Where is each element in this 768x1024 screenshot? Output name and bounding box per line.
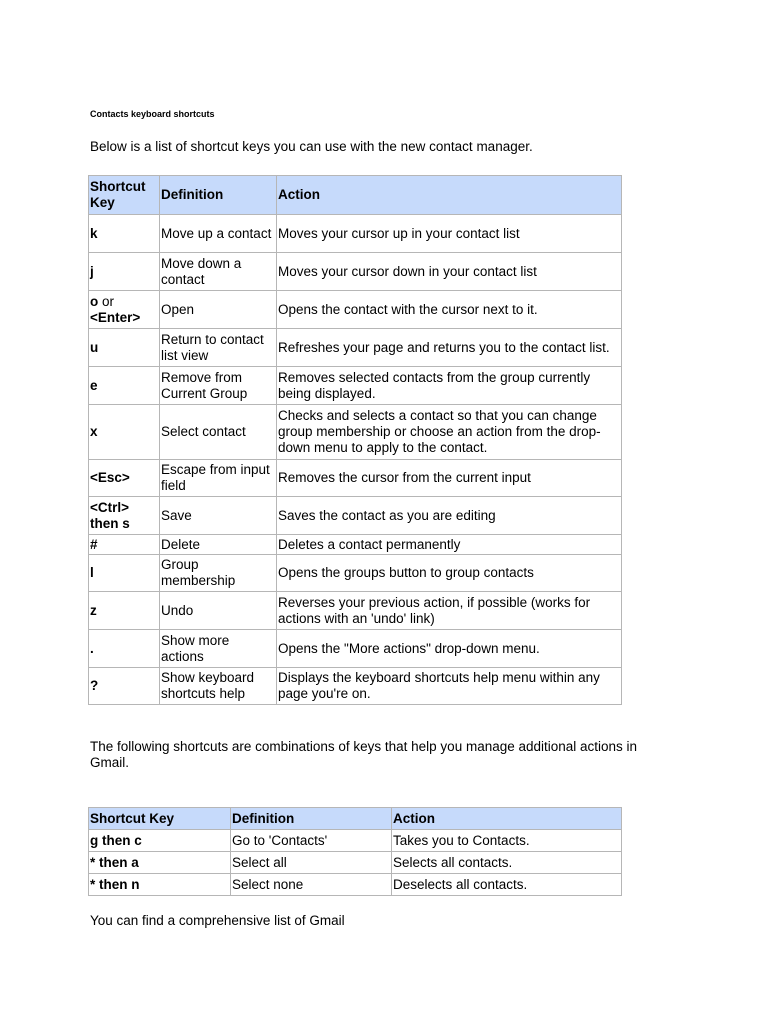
table-row (89, 555, 622, 592)
definition-cell: Select contact (160, 405, 277, 460)
table-row (89, 460, 622, 497)
action-cell: Reverses your previous action, if possible (works for actions with an 'undo' link) (277, 592, 622, 630)
shortcut-key-cell: u (89, 329, 160, 367)
definition-cell: Select all (231, 852, 392, 874)
definition-cell: Move up a contact (160, 215, 277, 253)
definition-cell: Show more actions (160, 630, 277, 668)
action-cell: Displays the keyboard shortcuts help menu within any page you're on. (277, 668, 622, 705)
table-row (89, 497, 622, 535)
definition-cell: Escape from input field (160, 460, 277, 497)
definition-cell: Move down a contact (160, 253, 277, 291)
table-header-row (89, 176, 622, 215)
table-row (89, 852, 622, 874)
shortcut-key-cell: ? (89, 668, 160, 705)
table-header-row (89, 808, 622, 830)
column-header-action: Action (277, 176, 622, 215)
definition-cell: Undo (160, 592, 277, 630)
shortcut-key-cell: e (89, 367, 160, 405)
shortcut-key-cell: * then n (89, 874, 231, 896)
action-cell: Refreshes your page and returns you to the contact list. (277, 329, 622, 367)
shortcut-key-cell: g then c (89, 830, 231, 852)
definition-cell: Save (160, 497, 277, 535)
closing-paragraph: You can find a comprehensive list of Gmail (90, 913, 345, 928)
table-row (89, 592, 622, 630)
definition-cell: Delete (160, 535, 277, 555)
intro-paragraph: Below is a list of shortcut keys you can use with the new contact manager. (90, 139, 533, 154)
column-header-action: Action (392, 808, 622, 830)
definition-cell: Go to 'Contacts' (231, 830, 392, 852)
definition-cell: Show keyboard shortcuts help (160, 668, 277, 705)
table-row (89, 630, 622, 668)
action-cell: Deselects all contacts. (392, 874, 622, 896)
table-row (89, 830, 622, 852)
action-cell: Removes selected contacts from the group currently being displayed. (277, 367, 622, 405)
table-row (89, 253, 622, 291)
definition-cell: Return to contact list view (160, 329, 277, 367)
action-cell: Selects all contacts. (392, 852, 622, 874)
table-row (89, 668, 622, 705)
action-cell: Checks and selects a contact so that you can change group membership or choose an action from the drop-down menu to apply to the contact. (277, 405, 622, 460)
shortcut-key-cell: l (89, 555, 160, 592)
column-header-definition: Definition (160, 176, 277, 215)
column-header-shortcut-key: Shortcut Key (89, 808, 231, 830)
action-cell: Opens the contact with the cursor next to it. (277, 291, 622, 329)
action-cell: Moves your cursor down in your contact list (277, 253, 622, 291)
shortcut-key-cell: <Esc> (89, 460, 160, 497)
definition-cell: Open (160, 291, 277, 329)
table-row (89, 291, 622, 329)
gmail-combination-shortcuts-table (88, 807, 622, 896)
shortcut-key-text: o (90, 293, 99, 309)
definition-cell: Group membership (160, 555, 277, 592)
table-row (89, 874, 622, 896)
action-cell: Opens the groups button to group contacts (277, 555, 622, 592)
action-cell: Takes you to Contacts. (392, 830, 622, 852)
shortcut-key-cell: # (89, 535, 160, 555)
shortcut-key-cell: x (89, 405, 160, 460)
action-cell: Saves the contact as you are editing (277, 497, 622, 535)
definition-cell: Select none (231, 874, 392, 896)
shortcut-key-cell: z (89, 592, 160, 630)
page-title: Contacts keyboard shortcuts (90, 109, 215, 119)
table-row (89, 367, 622, 405)
definition-cell: Remove from Current Group (160, 367, 277, 405)
combinations-paragraph: The following shortcuts are combinations of keys that help you manage additional actions in Gmail. (90, 739, 638, 770)
shortcut-key-cell: <Ctrl> then s (89, 497, 160, 535)
contacts-shortcuts-table (88, 175, 622, 705)
column-header-definition: Definition (231, 808, 392, 830)
shortcut-key-enter: <Enter> (90, 309, 141, 325)
shortcut-key-cell: * then a (89, 852, 231, 874)
table-row (89, 535, 622, 555)
column-header-shortcut-key: Shortcut Key (89, 176, 160, 215)
shortcut-key-cell: . (89, 630, 160, 668)
table-row (89, 405, 622, 460)
shortcut-key-or: or (98, 293, 115, 309)
action-cell: Opens the "More actions" drop-down menu. (277, 630, 622, 668)
action-cell: Deletes a contact permanently (277, 535, 622, 555)
shortcut-key-cell: j (89, 253, 160, 291)
shortcut-key-cell: k (89, 215, 160, 253)
action-cell: Moves your cursor up in your contact list (277, 215, 622, 253)
shortcut-key-cell (89, 291, 160, 329)
table-row (89, 215, 622, 253)
table-row (89, 329, 622, 367)
action-cell: Removes the cursor from the current input (277, 460, 622, 497)
